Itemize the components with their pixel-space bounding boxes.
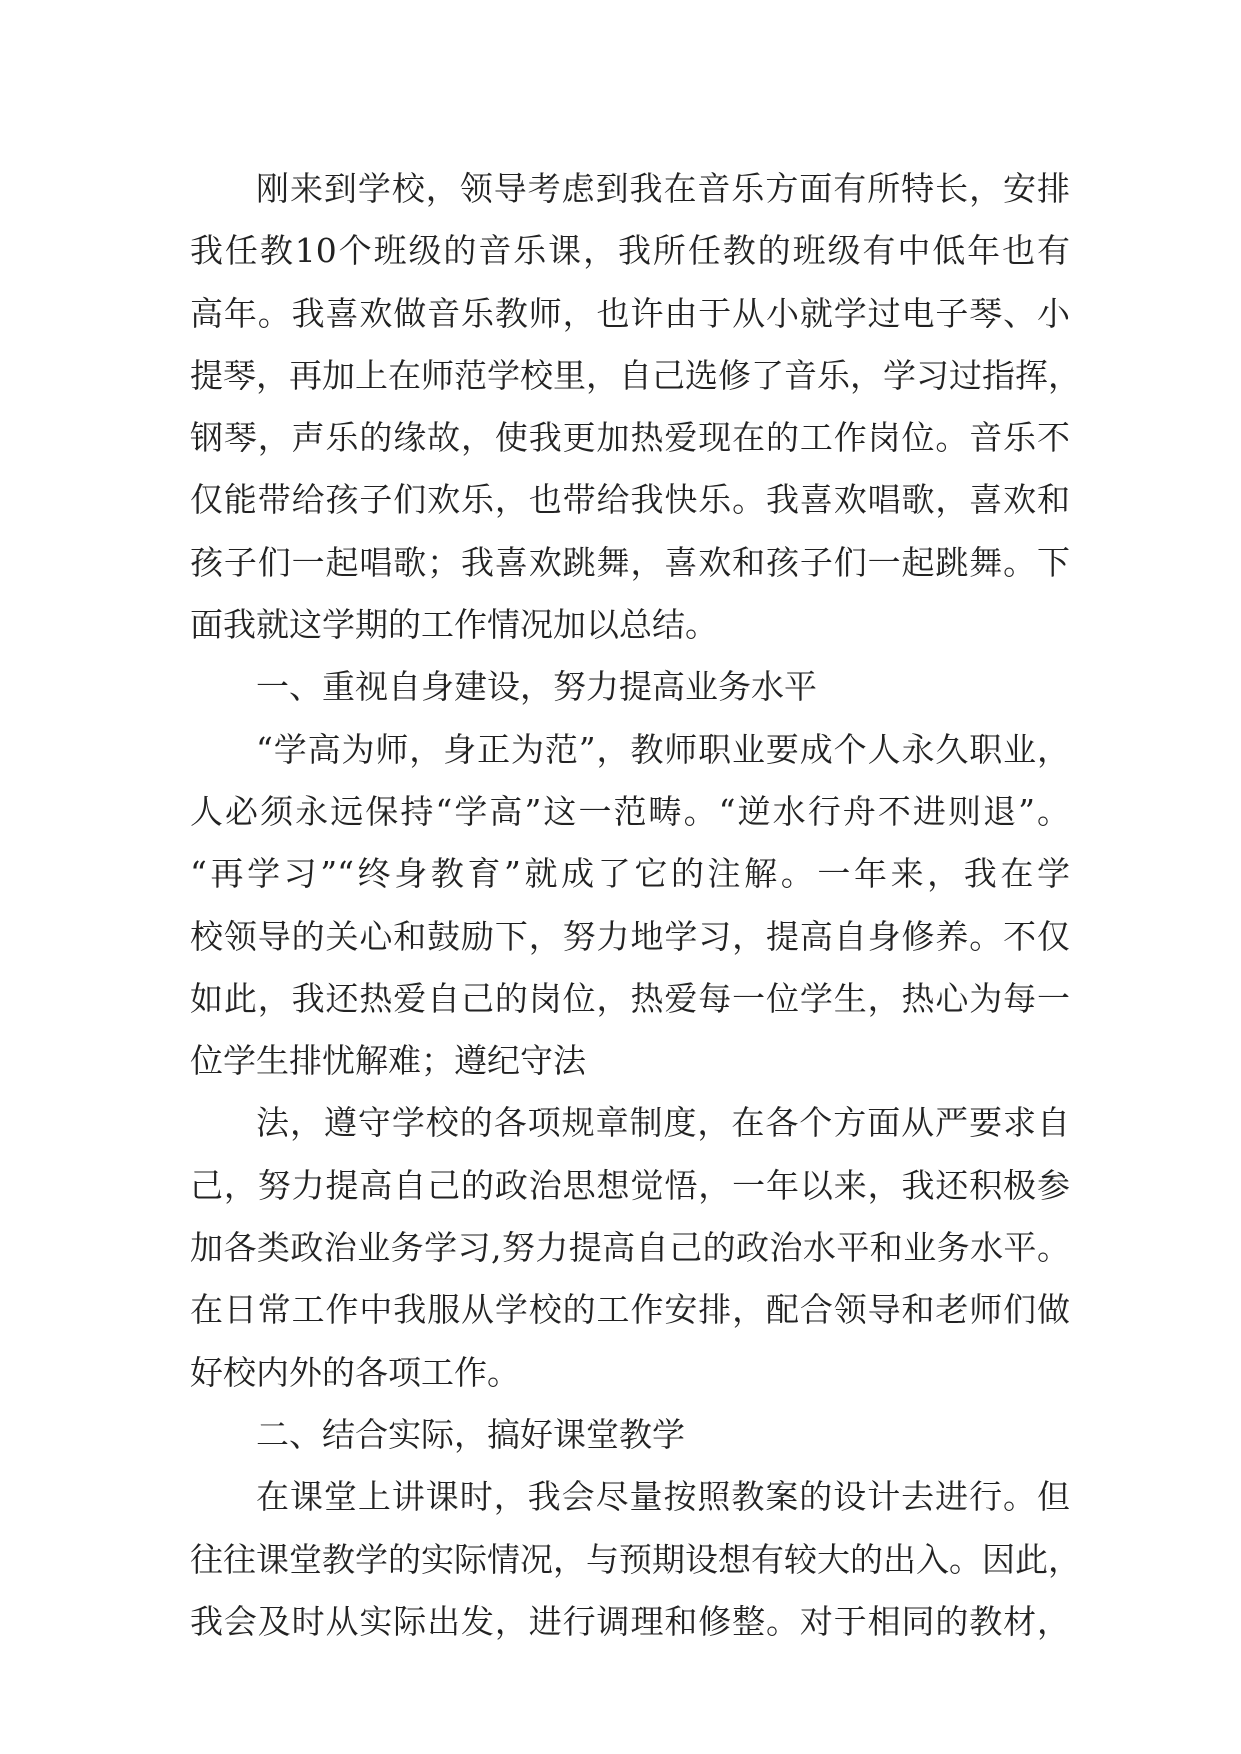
paragraph-line: 己，努力提高自己的政治思想觉悟，一年以来，我还积极参 [190,1165,1070,1205]
paragraph-line: 孩子们一起唱歌；我喜欢跳舞，喜欢和孩子们一起跳舞。下 [190,542,1070,582]
document-body [190,158,1081,1653]
paragraph-line: 面我就这学期的工作情况加以总结。 [190,605,718,645]
paragraph-line: 我会及时从实际出发，进行调理和修整。对于相同的教材， [190,1601,1070,1641]
paragraph-line: 往往课堂教学的实际情况，与预期设想有较大的出入。因此， [190,1539,1081,1579]
paragraph-line: “学高为师，身正为范”，教师职业要成个人永久职业， [256,729,1070,769]
paragraph-line: 如此，我还热爱自己的岗位，热爱每一位学生，热心为每一 [190,978,1070,1018]
paragraph-line: 法，遵守学校的各项规章制度，在各个方面从严要求自 [256,1103,1070,1143]
paragraph-line: 在课堂上讲课时，我会尽量按照教案的设计去进行。但 [256,1477,1070,1517]
paragraph-line: 加各类政治业务学习,努力提高自己的政治水平和业务水平。 [190,1228,1070,1268]
paragraph-line: 刚来到学校，领导考虑到我在音乐方面有所特长，安排 [256,169,1070,208]
paragraph-line: 人必须永远保持“学高”这一范畴。“逆水行舟不进则退”。 [190,791,1070,831]
paragraph-line: 位学生排忧解难；遵纪守法 [190,1041,586,1081]
paragraph-line: 校领导的关心和鼓励下，努力地学习，提高自身修养。不仅 [190,916,1070,956]
paragraph-line: 仅能带给孩子们欢乐，也带给我快乐。我喜欢唱歌，喜欢和 [190,480,1070,520]
paragraph-line: 好校内外的各项工作。 [190,1352,520,1392]
paragraph-line: 我任教10个班级的音乐课，我所任教的班级有中低年也有 [190,231,1070,271]
paragraph-line: 提琴，再加上在师范学校里，自己选修了音乐，学习过指挥， [190,355,1081,395]
paragraph-line: 在日常工作中我服从学校的工作安排，配合领导和老师们做 [190,1290,1070,1330]
paragraph-line: 钢琴，声乐的缘故，使我更加热爱现在的工作岗位。音乐不 [190,418,1070,458]
paragraph-line: “再学习”“终身教育”就成了它的注解。一年来，我在学 [190,854,1070,894]
section-heading: 一、重视自身建设，努力提高业务水平 [256,667,817,707]
section-heading: 二、结合实际，搞好课堂教学 [256,1414,685,1454]
paragraph-line: 高年。我喜欢做音乐教师，也许由于从小就学过电子琴、小 [190,293,1070,333]
